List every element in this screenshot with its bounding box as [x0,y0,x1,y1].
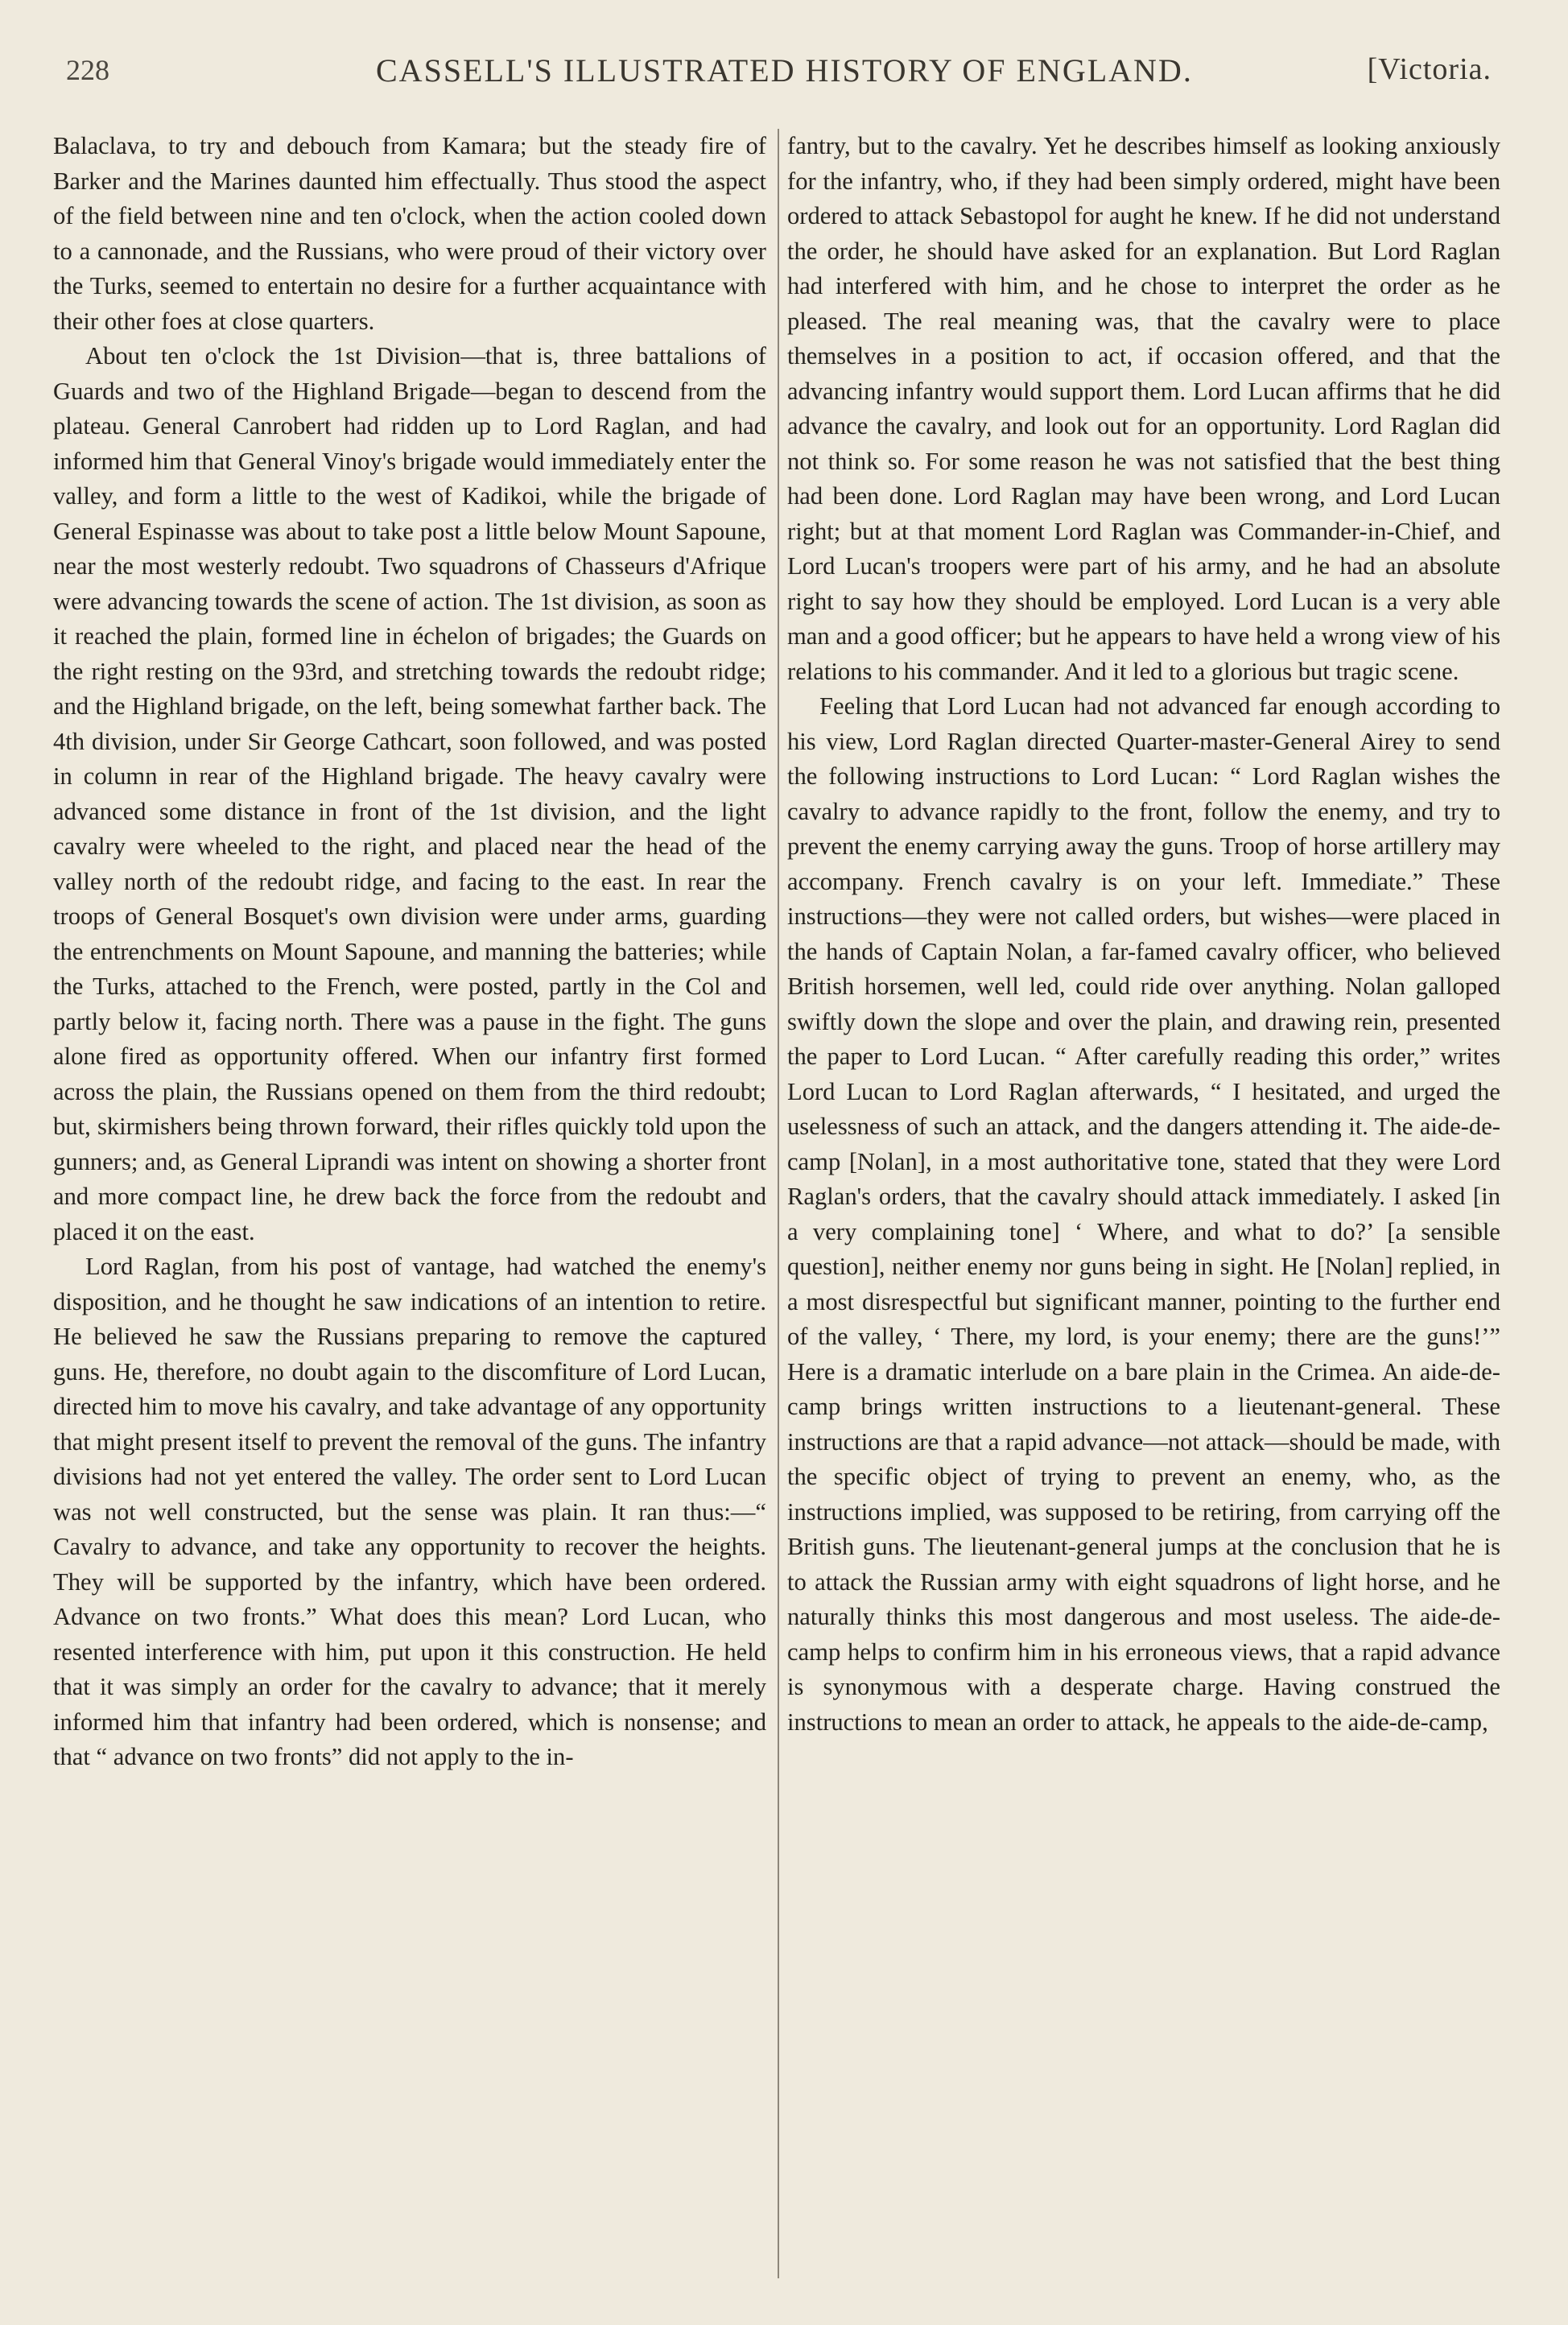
paragraph: Lord Raglan, from his post of vantage, had watched the enemy's disposition, and he thought he saw indications of an intention to retire. He believed he saw the Russians preparing to remove the captured guns. He, therefore, no doubt again to the discomfiture of Lord Lucan, directed him to move his cavalry, and take advantage of any opportunity that might present itself to prevent the removal of the guns. The infantry divisions had not yet entered the valley. The order sent to Lord Lucan was not well constructed, but the sense was plain. It ran thus:—“ Cavalry to advance, and take any opportunity to recover the heights. They will be supported by the infantry, which have been ordered. Advance on two fronts.” What does this mean? Lord Lucan, who resented interference with him, put upon it this construction. He held that it was simply an order for the cavalry to advance; that it merely informed him that infantry had been ordered, which is nonsense; and that “ advance on two fronts” did not apply to the in- [53,1253,766,1770]
running-header [66,50,1492,89]
paragraph: Balaclava, to try and debouch from Kamara; but the steady fire of Barker and the Marines daunted him effectually. Thus stood the aspect of the field between nine and ten o'clock, when the action cooled down to a cannonade, and the Russians, who were proud of their victory over the Turks, seemed to entertain no desire for a further acquaintance with their other foes at close quarters. [53,132,766,335]
left-column [53,129,766,2286]
paragraph: About ten o'clock the 1st Division—that is, three battalions of Guards and two of the Highland Brigade—began to descend from the plateau. General Canrobert had ridden up to Lord Raglan, and had informed him that General Vinoy's brigade would immediately enter the valley, and form a little to the west of Kadikoi, while the brigade of General Espinasse was about to take post a little below Mount Sapoune, near the most westerly redoubt. Two squadrons of Chasseurs d'Afrique were advancing towards the scene of action. The 1st division, as soon as it reached the plain, formed line in échelon of brigades; the Guards on the right resting on the 93rd, and stretching towards the redoubt ridge; and the Highland brigade, on the left, being somewhat farther back. The 4th division, under Sir George Cathcart, soon followed, and was posted in column in rear of the Highland brigade. The heavy cavalry were advanced some distance in front of the 1st division, and the light cavalry were wheeled to the right, and placed near the head of the valley north of the redoubt ridge, and facing to the east. In rear the troops of General Bosquet's own division were under arms, guarding the entrenchments on Mount Sapoune, and manning the batteries; while the Turks, attached to the French, were posted, partly in the Col and partly below it, facing north. There was a pause in the fight. The guns alone fired as opportunity offered. When our infantry first formed across the plain, the Russians opened on them from the third redoubt; but, skirmishers being thrown forward, their rifles quickly told upon the gunners; and, as General Liprandi was intent on showing a shorter front and more compact line, he drew back the force from the redoubt and placed it on the east. [53,342,766,1245]
page-number: 228 [66,54,109,86]
right-column [787,129,1500,2286]
running-title: CASSELL'S ILLUSTRATED HISTORY OF ENGLAND. [376,52,1193,89]
paragraph: fantry, but to the cavalry. Yet he describes himself as looking anxiously for the infantry, who, if they had been simply ordered, might have been ordered to attack Sebastopol for aught he knew. If he did not understand the order, he should have asked for an explanation. But Lord Raglan had interfered with him, and he chose to interpret the order as he pleased. The real meaning was, that the cavalry were to place themselves in a position to act, if occasion offered, and that the advancing infantry would support them. Lord Lucan affirms that he did advance the cavalry, and look out for an opportunity. Lord Raglan did not think so. For some reason he was not satisfied that the best thing had been done. Lord Raglan may have been wrong, and Lord Lucan right; but at that moment Lord Raglan was Commander-in-Chief, and Lord Lucan's troopers were part of his army, and he had an absolute right to say how they should be employed. Lord Lucan is a very able man and a good officer; but he appears to have held a wrong view of his relations to his commander. And it led to a glorious but tragic scene. [787,132,1500,685]
text-columns [53,129,1507,2286]
paragraph: Feeling that Lord Lucan had not advanced far enough according to his view, Lord Raglan directed Quarter-master-General Airey to send the following instructions to Lord Lucan: “ Lord Raglan wishes the cavalry to advance rapidly to the front, follow the enemy, and try to prevent the enemy carrying away the guns. Troop of horse artillery may accompany. French cavalry is on your left. Immediate.” These instructions—they were not called orders, but wishes—were placed in the hands of Captain Nolan, a far-famed cavalry officer, who believed British horsemen, well led, could ride over anything. Nolan galloped swiftly down the slope and over the plain, and drawing rein, presented the paper to Lord Lucan. “ After carefully reading this order,” writes Lord Lucan to Lord Raglan afterwards, “ I hesitated, and urged the uselessness of such an attack, and the dangers attending it. The aide-de-camp [Nolan], in a most authoritative tone, stated that they were Lord Raglan's orders, that the cavalry should attack immediately. I asked [in a very complaining tone] ‘ Where, and what to do?’ [a sensible question], neither enemy nor guns being in sight. He [Nolan] replied, in a most disrespectful but significant manner, pointing to the further end of the valley, ‘ There, my lord, is your enemy; there are the guns!’” Here is a dramatic interlude on a bare plain in the Crimea. An aide-de-camp brings written instructions to a lieutenant-general. These instructions are that a rapid advance—not attack—should be made, with the specific object of trying to prevent an enemy, who, as the instructions implied, was supposed to be retiring, from carrying off the British guns. The lieutenant-general jumps at the conclusion that he is to attack the Russian army with eight squadrons of light horse, and he naturally thinks this most dangerous and most useless. The aide-de-camp helps to confirm him in his erroneous views, that a rapid advance is synonymous with a desperate charge. Having construed the instructions to mean an order to attack, he appeals to the aide-de-camp, [787,692,1500,1736]
reign-label: [Victoria. [1367,52,1492,86]
